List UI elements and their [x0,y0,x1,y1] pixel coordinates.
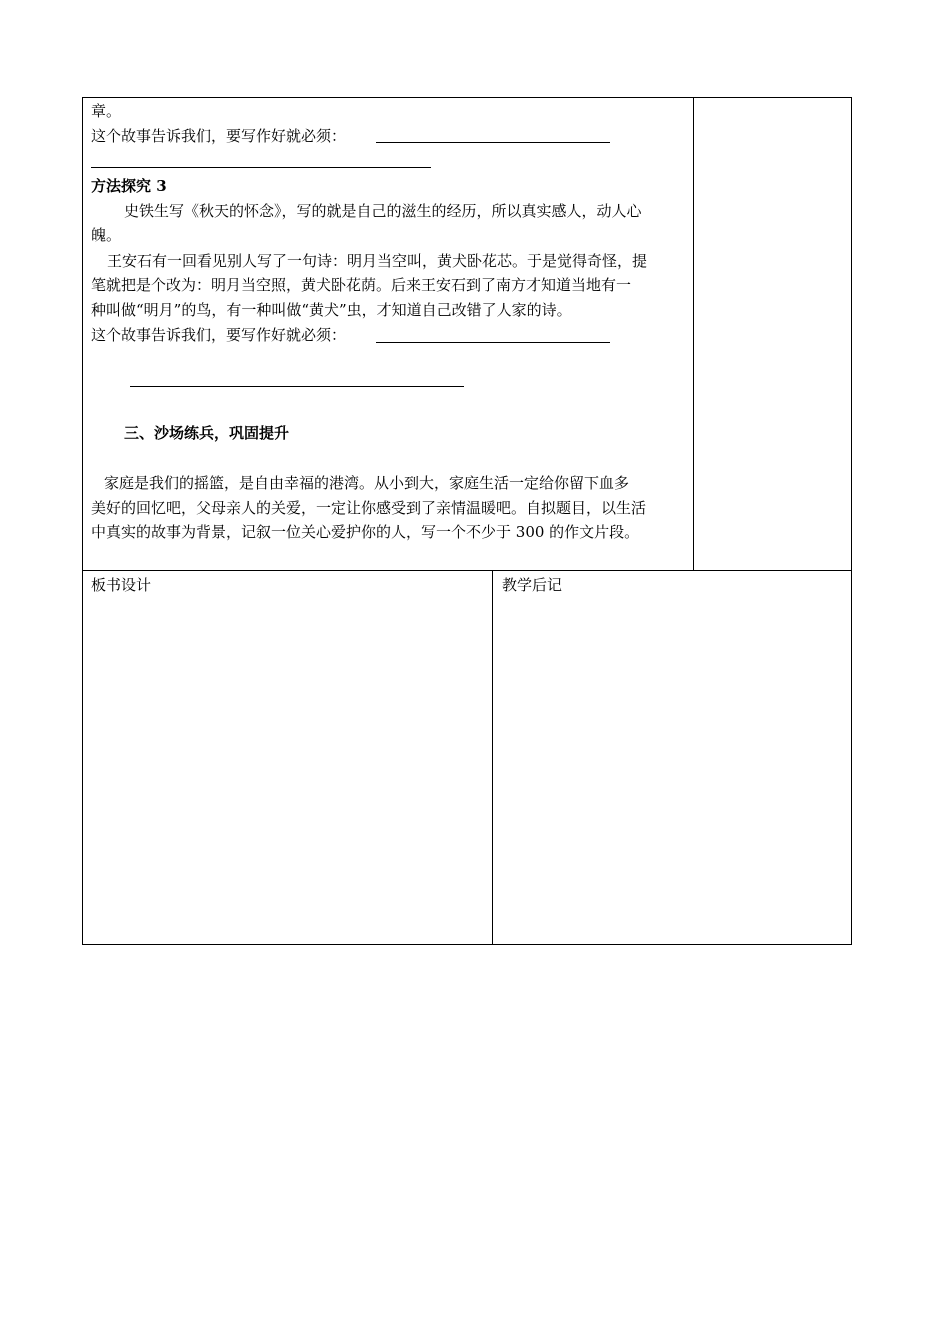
paragraph-2-line-2: 笔就把是个改为：明月当空照，黄犬卧花荫。后来王安石到了南方才知道当地有一 [91,276,632,294]
task-line-1: 家庭是我们的摇篮，是自由幸福的港湾。从小到大，家庭生活一定给你留下血多 [104,474,630,492]
paragraph-2-line-3: 种叫做“明月”的鸟，有一种叫做“黄犬”虫，才知道自己改错了人家的诗。 [91,301,572,319]
task-line-2: 美好的回忆吧，父母亲人的关爱，一定让你感受到了亲情温暖吧。自拟题目，以生活 [91,499,647,517]
continued-text: 章。 [91,102,122,120]
board-design-label: 板书设计 [91,576,152,594]
paragraph-1-line-1: 史铁生写《秋天的怀念》，写的就是自己的滋生的经历，所以真实感人，动人心 [124,202,642,220]
story-conclusion-1: 这个故事告诉我们，要写作好就必须： [91,127,347,145]
teaching-notes-cell [492,570,852,945]
paragraph-1-line-2: 魄。 [91,226,122,244]
answer-blank-2b[interactable] [130,386,464,387]
section-3-heading: 三、沙场练兵，巩固提升 [124,424,290,442]
paragraph-2-line-1: 王安石有一回看见别人写了一句诗：明月当空叫，黄犬卧花芯。于是觉得奇怪，提 [107,252,648,270]
method3-heading: 方法探究 3 [91,177,167,195]
answer-blank-1b[interactable] [91,167,431,168]
task-line-3: 中真实的故事为背景，记叙一位关心爱护你的人，写一个不少于 300 的作文片段。 [91,523,640,541]
teaching-notes-label: 教学后记 [502,576,563,594]
board-design-cell [82,570,493,945]
answer-blank-2a[interactable] [376,342,610,343]
answer-blank-1a[interactable] [376,142,610,143]
story-conclusion-2: 这个故事告诉我们，要写作好就必须： [91,326,347,344]
upper-right-cell [693,97,852,571]
